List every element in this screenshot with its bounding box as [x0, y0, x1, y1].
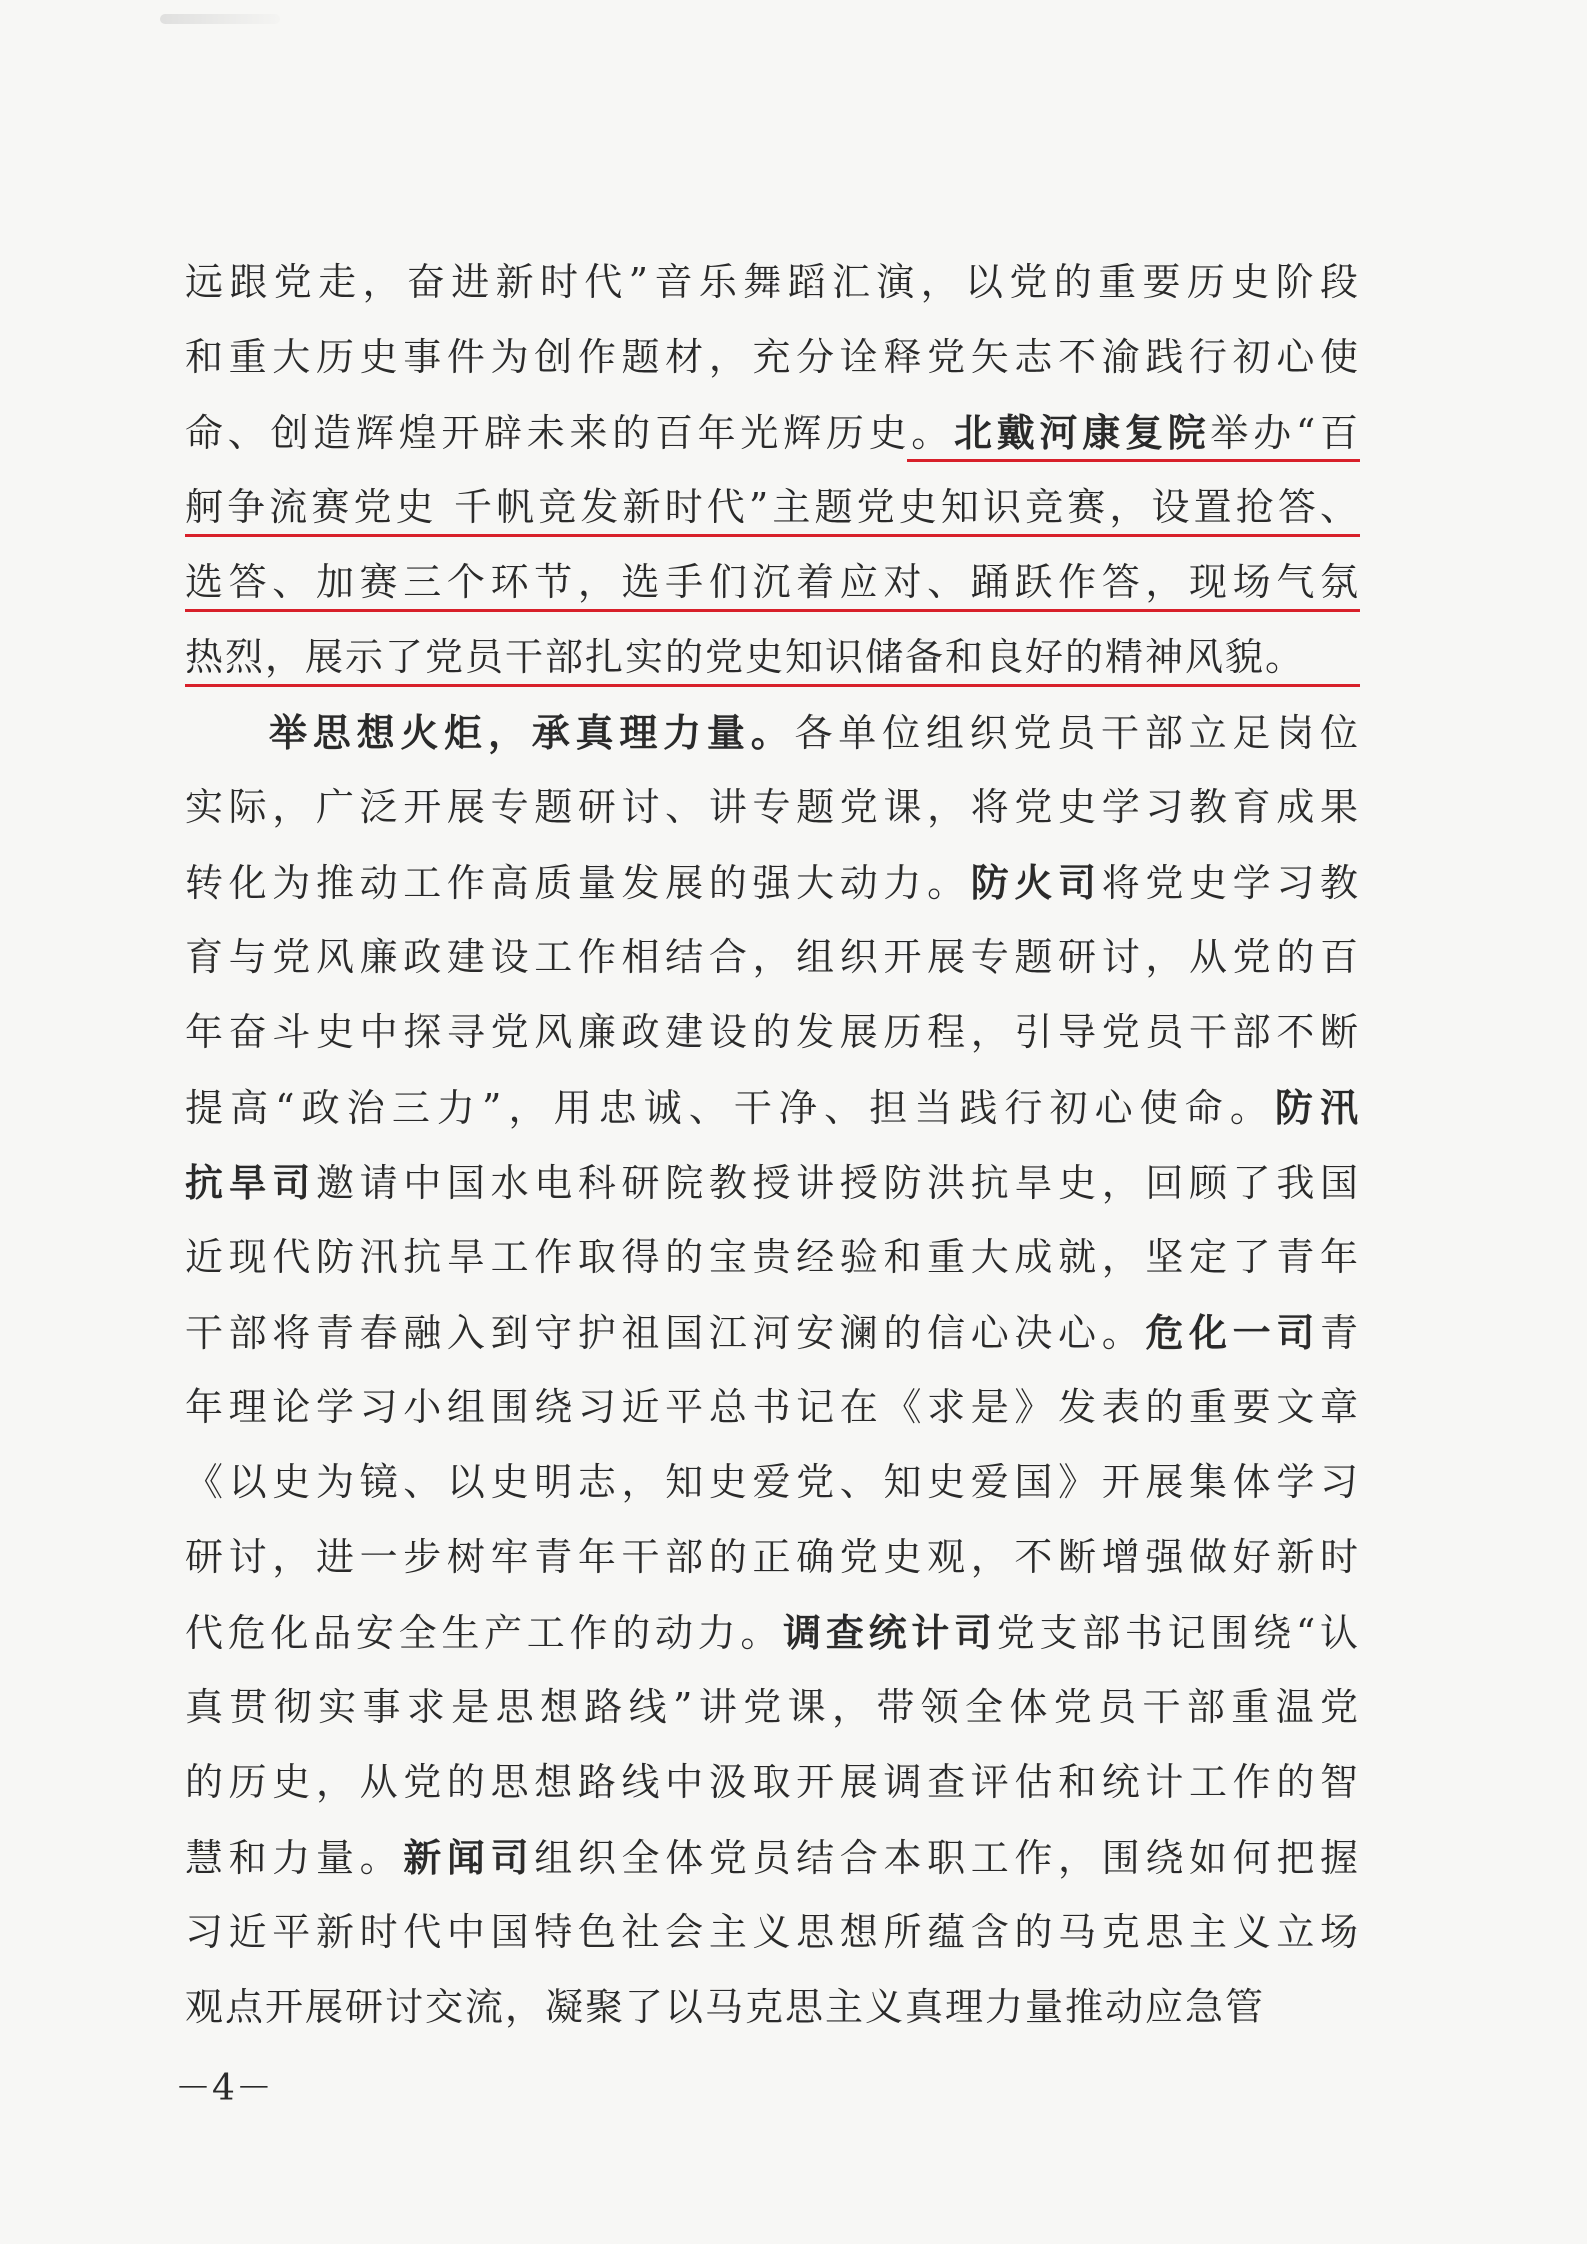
text-run: 选答、加赛三个环节，选手们沉着应对、踊跃作答，现场气氛 [185, 560, 1360, 604]
text-line [185, 1445, 1360, 1520]
text-run: 各单位组织党员干部立足岗位 [794, 711, 1360, 755]
text-run: 干部将青春融入到守护祖国江河安澜的信心决心。 [185, 1311, 1146, 1355]
text-run: 远跟党走，奋进新时代”音乐舞蹈汇演，以党的重要历史阶段 [185, 260, 1360, 304]
bold-keyword: 防汛 [1274, 1085, 1360, 1130]
underlined-text-line [185, 545, 1360, 620]
page-number: －4－ [175, 2068, 273, 2109]
text-run: 热烈，展示了党员干部扎实的党史知识储备和良好的精神风貌。 [185, 635, 1306, 679]
text-line [185, 695, 1360, 770]
text-line [185, 1295, 1360, 1370]
text-run: 《以史为镜、以史明志，知史爱党、知史爱国》开展集体学习 [185, 1460, 1360, 1504]
text-line [185, 920, 1360, 995]
text-run: 实际，广泛开展专题研讨、讲专题党课，将党史学习教育成果 [185, 785, 1360, 829]
text-run: 年理论学习小组围绕习近平总书记在《求是》发表的重要文章 [185, 1385, 1360, 1429]
text-run: 观点开展研讨交流，凝聚了以马克思主义真理力量推动应急管 [185, 1985, 1266, 2029]
text-run: 举办“百 [1210, 411, 1360, 455]
text-run: 组织全体党员结合本职工作，围绕如何把握 [534, 1836, 1360, 1880]
text-run: 年奋斗史中探寻党风廉政建设的发展历程，引导党员干部不断 [185, 1010, 1360, 1054]
text-line [185, 1220, 1360, 1295]
bold-keyword: 调查统计司 [783, 1610, 997, 1655]
text-line [185, 1370, 1360, 1445]
text-run: 的历史，从党的思想路线中汲取开展调查评估和统计工作的智 [185, 1760, 1360, 1804]
text-run: 舸争流赛党史 千帆竞发新时代”主题党史知识竞赛，设置抢答、 [185, 485, 1360, 529]
text-run: 习近平新时代中国特色社会主义思想所蕴含的马克思主义立场 [185, 1910, 1360, 1954]
text-run: 真贯彻实事求是思想路线”讲党课，带领全体党员干部重温党 [185, 1685, 1360, 1729]
text-line [185, 845, 1360, 920]
text-line [185, 1670, 1360, 1745]
text-run: 青 [1319, 1311, 1360, 1355]
text-run: 转化为推动工作高质量发展的强大动力。 [185, 861, 971, 905]
text-line [185, 995, 1360, 1070]
text-line [185, 1895, 1360, 1970]
text-line [185, 1595, 1360, 1670]
underlined-text-line [185, 470, 1360, 545]
underlined-text-line [185, 395, 1360, 470]
text-line [185, 1745, 1360, 1820]
bold-keyword: 抗旱司 [185, 1160, 316, 1205]
text-run: 将党史学习教 [1101, 861, 1360, 905]
text-run: 和重大历史事件为创作题材，充分诠释党矢志不渝践行初心使 [185, 335, 1360, 379]
text-run: 代危化品安全生产工作的动力。 [185, 1611, 784, 1655]
text-line [185, 1970, 1360, 2045]
bold-keyword: 北戴河康复院 [954, 410, 1211, 455]
text-line [185, 1520, 1360, 1595]
text-line [185, 320, 1360, 395]
text-line [185, 1145, 1360, 1220]
body-text [185, 245, 1360, 2045]
scan-artifact [160, 14, 280, 24]
underlined-text-line [185, 620, 1360, 695]
text-run: 近现代防汛抗旱工作取得的宝贵经验和重大成就，坚定了青年 [185, 1235, 1360, 1279]
text-run: 提高“政治三力”，用忠诚、干净、担当践行初心使命。 [185, 1086, 1275, 1130]
text-line [185, 1070, 1360, 1145]
text-run: 命、创造辉煌开辟未来的百年光辉历史。 [185, 411, 955, 455]
text-run: 慧和力量。 [185, 1836, 404, 1880]
text-run: 育与党风廉政建设工作相结合，组织开展专题研讨，从党的百 [185, 935, 1360, 979]
text-line [185, 1820, 1360, 1895]
text-line [185, 245, 1360, 320]
text-line [185, 770, 1360, 845]
bold-keyword: 危化一司 [1145, 1310, 1320, 1355]
bold-keyword: 新闻司 [403, 1835, 535, 1880]
text-run: 研讨，进一步树牢青年干部的正确党史观，不断增强做好新时 [185, 1535, 1360, 1579]
text-run: 邀请中国水电科研院教授讲授防洪抗旱史，回顾了我国 [315, 1161, 1360, 1205]
bold-keyword: 举思想火炬，承真理力量。 [269, 710, 795, 755]
text-run: 党支部书记围绕“认 [996, 1611, 1360, 1655]
bold-keyword: 防火司 [970, 860, 1102, 905]
